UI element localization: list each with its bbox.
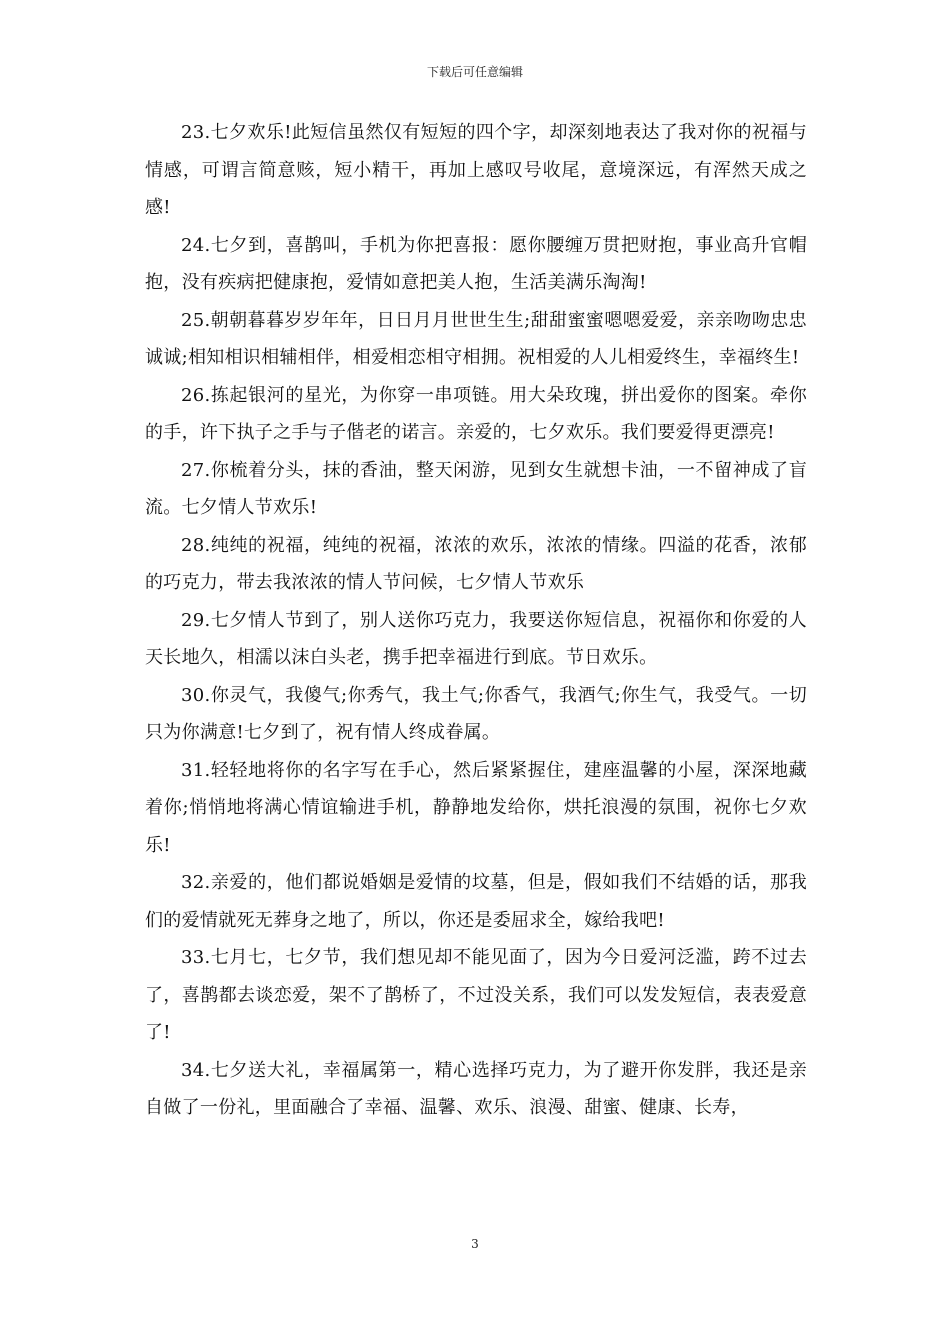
paragraph-28: 28.纯纯的祝福，纯纯的祝福，浓浓的欢乐，浓浓的情缘。四溢的花香，浓郁的巧克力，带去我浓浓的情人节问候，七夕情人节欢乐 bbox=[145, 534, 807, 593]
paragraph-26: 26.拣起银河的星光，为你穿一串项链。用大朵玫瑰，拼出爱你的图案。牵你的手，许下执子之手与子偕老的诺言。亲爱的，七夕欢乐。我们要爱得更漂亮! bbox=[145, 384, 807, 443]
paragraph-27: 27.你梳着分头，抹的香油，整天闲游，见到女生就想卡油，一不留神成了盲流。七夕情人节欢乐! bbox=[145, 459, 807, 518]
paragraph-24: 24.七夕到，喜鹊叫，手机为你把喜报：愿你腰缠万贯把财抱，事业高升官帽抱，没有疾病把健康抱，爱情如意把美人抱，生活美满乐淘淘! bbox=[145, 234, 807, 293]
paragraph-29: 29.七夕情人节到了，别人送你巧克力，我要送你短信息，祝福你和你爱的人天长地久，相濡以沫白头老，携手把幸福进行到底。节日欢乐。 bbox=[145, 609, 807, 668]
page-number: 3 bbox=[471, 1237, 479, 1251]
paragraph-33: 33.七月七，七夕节，我们想见却不能见面了，因为今日爱河泛滥，跨不过去了，喜鹊都去谈恋爱，架不了鹊桥了，不过没关系，我们可以发发短信，表表爱意了! bbox=[145, 947, 807, 1043]
paragraph-30: 30.你灵气，我傻气;你秀气，我土气;你香气，我酒气;你生气，我受气。一切只为你满意!七夕到了，祝有情人终成眷属。 bbox=[145, 684, 807, 743]
paragraph-32: 32.亲爱的，他们都说婚姻是爱情的坟墓，但是，假如我们不结婚的话，那我们的爱情就死无葬身之地了，所以，你还是委屈求全，嫁给我吧! bbox=[145, 872, 807, 931]
paragraph-34: 34.七夕送大礼，幸福属第一，精心选择巧克力，为了避开你发胖，我还是亲自做了一份礼，里面融合了幸福、温馨、欢乐、浪漫、甜蜜、健康、长寿， bbox=[145, 1059, 807, 1118]
paragraph-25: 25.朝朝暮暮岁岁年年，日日月月世世生生;甜甜蜜蜜嗯嗯爱爱，亲亲吻吻忠忠诚诚;相知相识相辅相伴，相爱相恋相守相拥。祝相爱的人儿相爱终生，幸福终生! bbox=[145, 309, 807, 368]
page-header: 下载后可任意编辑 bbox=[426, 65, 523, 79]
document-body bbox=[145, 114, 807, 1127]
paragraph-23: 23.七夕欢乐!此短信虽然仅有短短的四个字，却深刻地表达了我对你的祝福与情感，可谓言简意赅，短小精干，再加上感叹号收尾，意境深远，有浑然天成之感! bbox=[145, 122, 807, 218]
paragraph-31: 31.轻轻地将你的名字写在手心，然后紧紧握住，建座温馨的小屋，深深地藏着你;悄悄地将满心情谊输进手机，静静地发给你，烘托浪漫的氛围，祝你七夕欢乐! bbox=[145, 759, 807, 856]
